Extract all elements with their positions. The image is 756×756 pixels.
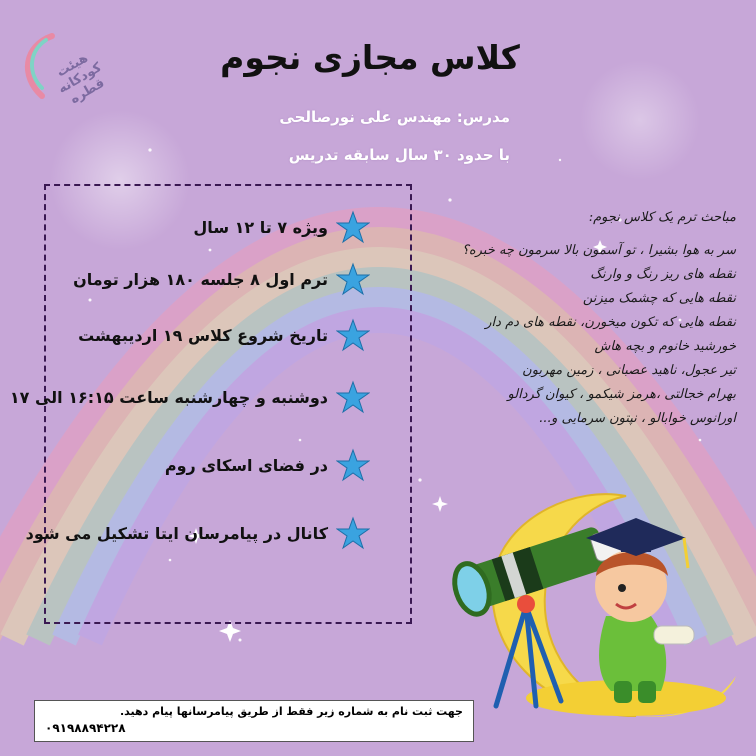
- star-icon: [336, 210, 370, 244]
- detail-text: ویژه ۷ تا ۱۲ سال: [193, 217, 328, 237]
- telescope-child-illustration: [436, 476, 736, 726]
- topics-list: [436, 210, 736, 431]
- topic-line: نقطه هایی که تکون میخورن، نقطه های دم دار: [485, 315, 736, 330]
- detail-item-start-date: [78, 318, 370, 352]
- detail-text: ترم اول ۸ جلسه ۱۸۰ هزار تومان: [73, 269, 328, 289]
- topic-line: سر به هوا بشیرا ، تو آسمون بالا سرمون چه خبره؟: [461, 243, 736, 258]
- detail-item-age: [193, 210, 370, 244]
- star-icon: [336, 448, 370, 482]
- detail-item-price: [73, 262, 370, 296]
- topic-line: اورانوس خوابالو ، نپتون سرمایی و...: [538, 411, 736, 426]
- detail-text: دوشنبه و چهارشنبه ساعت ۱۶:۱۵ الی ۱۷: [9, 387, 328, 407]
- star-icon: [336, 262, 370, 296]
- detail-item-platform: [165, 448, 370, 482]
- contact-box: [34, 700, 474, 742]
- topic-line: بهرام خجالتی ،هرمز شیکمو ، کیوان گردالو: [507, 387, 736, 402]
- detail-item-schedule: [10, 380, 370, 414]
- contact-phone: ۰۹۱۹۸۸۹۴۲۲۸: [45, 721, 126, 735]
- detail-text: تاریخ شروع کلاس ۱۹ اردیبهشت: [78, 325, 328, 345]
- topic-line: خورشید خانوم و بچه هاش: [594, 339, 736, 354]
- detail-text: در فضای اسکای روم: [164, 455, 328, 475]
- contact-note: جهت ثبت نام به شماره زیر فقط از طریق پیامرسانها پیام دهید.: [119, 705, 463, 718]
- star-icon: [336, 318, 370, 352]
- star-icon: [336, 380, 370, 414]
- detail-item-channel: [26, 516, 370, 550]
- topics-heading: مباحث ترم یک کلاس نجوم:: [588, 210, 736, 225]
- topic-line: نقطه هایی که چشمک میزنن: [582, 291, 736, 306]
- teacher-line: مدرس: مهندس علی نورصالحی: [279, 108, 510, 126]
- topic-line: تیر عجول، ناهید عصبانی ، زمین مهربون: [522, 363, 736, 378]
- experience-line: با حدود ۳۰ سال سابقه تدریس: [288, 146, 510, 164]
- page-title: کلاس مجازی نجوم: [220, 38, 520, 77]
- details-box: [9, 184, 412, 624]
- topic-line: نقطه های ریز رنگ و وارنگ: [590, 267, 736, 282]
- star-icon: [336, 516, 370, 550]
- logo-text: هیئت کودکانه قطره: [54, 50, 108, 108]
- detail-text: کانال در پیامرسان ایتا تشکیل می شود: [25, 523, 328, 543]
